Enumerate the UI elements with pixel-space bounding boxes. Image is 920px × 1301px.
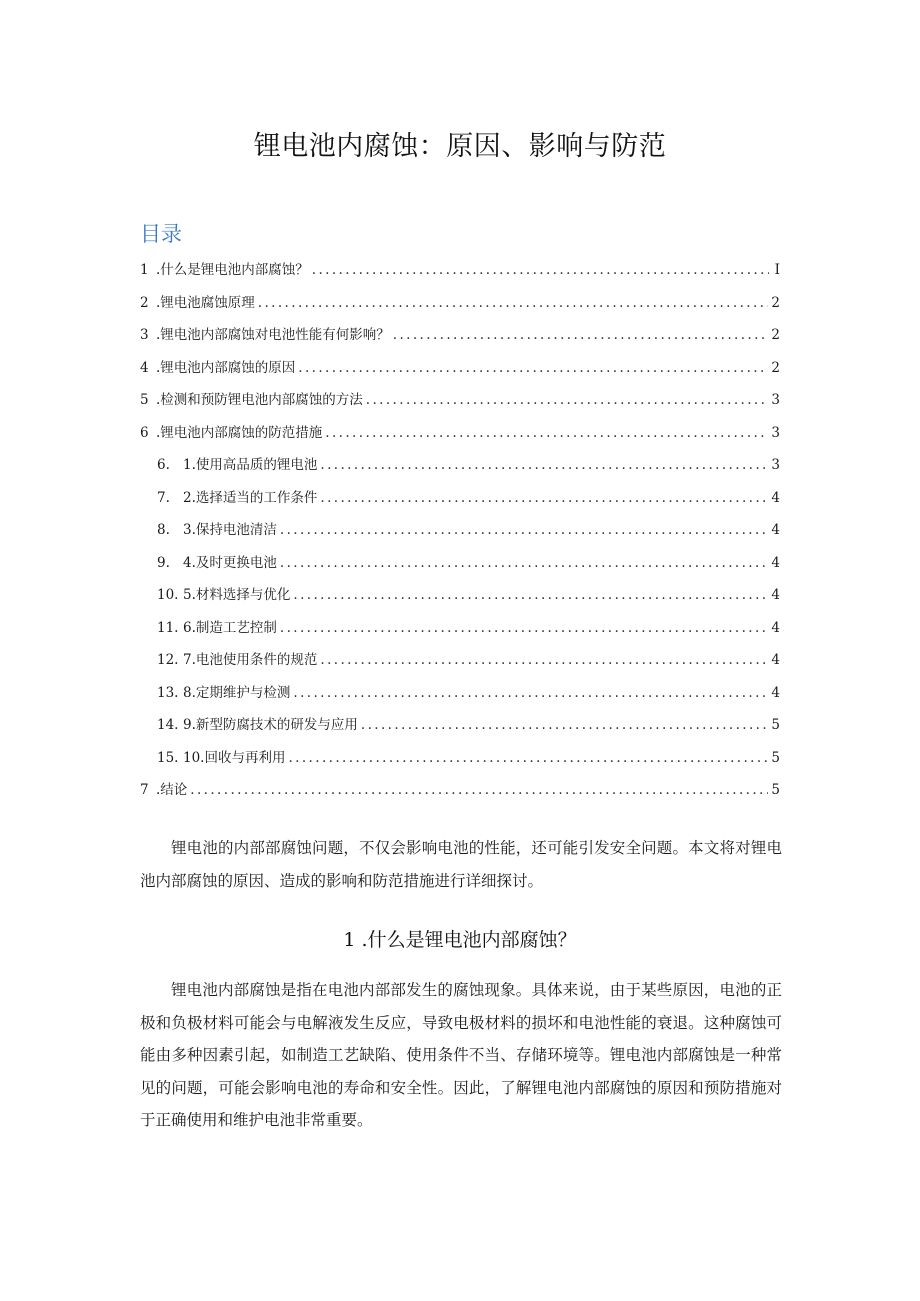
toc-entry-number: 1: [140, 262, 149, 278]
toc-dot-leader: [325, 417, 768, 450]
toc-entry-number: 15.: [157, 749, 179, 766]
toc-page-number: 4: [771, 684, 780, 701]
toc-page-number: 5: [771, 717, 780, 733]
toc-entry-number: 6.: [157, 457, 170, 473]
toc-page-number: 2: [771, 294, 780, 311]
toc-page-number: 5: [771, 782, 780, 798]
toc-entry-label: 8.定期维护与检测: [183, 684, 291, 701]
toc-page-number: 4: [771, 489, 780, 506]
toc-dot-leader: [280, 612, 769, 645]
toc-entry[interactable]: [140, 352, 780, 385]
toc-entry-number: 13.: [157, 684, 179, 701]
toc-entry-label: .结论: [156, 782, 188, 798]
toc-entry[interactable]: [140, 417, 780, 450]
toc-entry[interactable]: [140, 579, 780, 612]
toc-dot-leader: [298, 352, 768, 385]
toc-entry-number: 7.: [157, 489, 170, 506]
toc-dot-leader: [280, 514, 769, 547]
section-heading: 1 .什么是锂电池内部腐蚀？: [343, 929, 577, 951]
toc-dot-leader: [320, 482, 768, 515]
toc-entry-number: 6: [140, 424, 149, 441]
toc-entry-number: 11.: [157, 619, 179, 636]
toc-page-number: 2: [771, 327, 780, 343]
toc-entry-label: 2.选择适当的工作条件: [183, 489, 318, 506]
toc-entry-label: .锂电池内部腐蚀的防范措施: [156, 424, 323, 441]
toc-entry-label: 1.使用高品质的锂电池: [183, 457, 318, 473]
toc-page-number: 4: [771, 554, 780, 571]
document-title: 锂电池内腐蚀：原因、影响与防范: [253, 131, 667, 162]
toc-entry-number: 4: [140, 359, 149, 376]
toc-dot-leader: [393, 319, 769, 352]
toc-entry-label: .什么是锂电池内部腐蚀？: [156, 262, 309, 278]
toc-entry-label: .锂电池内部腐蚀对电池性能有何影响？: [156, 327, 390, 343]
toc-entry[interactable]: [140, 644, 780, 677]
toc-entry[interactable]: [140, 677, 780, 710]
toc-page-number: 4: [771, 522, 780, 538]
toc-entry[interactable]: [140, 742, 780, 775]
toc-page-number: 4: [771, 587, 780, 603]
toc-entry[interactable]: [140, 514, 780, 547]
toc-entry-number: 10.: [157, 587, 179, 603]
toc-entry[interactable]: [140, 612, 780, 645]
toc-page-number: 5: [771, 749, 780, 766]
toc-page-number: 4: [771, 619, 780, 636]
toc-page-number: I: [774, 262, 780, 278]
toc-dot-leader: [293, 579, 768, 612]
toc-dot-leader: [320, 449, 768, 482]
toc-entry-number: 7: [140, 782, 149, 798]
toc-entry-label: 6.制造工艺控制: [183, 619, 277, 636]
toc-dot-leader: [293, 677, 768, 710]
toc-dot-leader: [258, 287, 769, 320]
toc-page-number: 4: [771, 652, 780, 668]
toc-dot-leader: [312, 254, 769, 287]
toc-entry[interactable]: [140, 449, 780, 482]
section-body-paragraph: 锂电池内部腐蚀是指在电池内部部发生的腐蚀现象。具体来说，由于某些原因，电池的正极和负极材料可能会与电解液发生反应，导致电极材料的损坏和电池性能的衰退。这种腐蚀可能由多种因素引起，如制造工艺缺陷、使用条件不当、存储环境等。锂电池内部腐蚀是一种常见的问题，可能会影响电池的寿命和安全性。因此，了解锂电池内部腐蚀的原因和预防措施对于正确使用和维护电池非常重要。: [140, 981, 782, 1129]
toc-entry-number: 3: [140, 327, 149, 343]
toc-page-number: 3: [771, 392, 780, 408]
toc-entry[interactable]: [140, 709, 780, 742]
toc-entry[interactable]: [140, 547, 780, 580]
toc-entry[interactable]: [140, 319, 780, 352]
toc-entry-label: .锂电池内部腐蚀的原因: [156, 359, 296, 376]
toc-entry-number: 14.: [157, 717, 179, 733]
toc-entry-label: 3.保持电池清洁: [183, 522, 277, 538]
toc-page-number: 3: [771, 424, 780, 441]
intro-paragraph: 锂电池的内部部腐蚀问题，不仅会影响电池的性能，还可能引发安全问题。本文将对锂电池内部腐蚀的原因、造成的影响和防范措施进行详细探讨。: [140, 839, 782, 890]
toc-dot-leader: [280, 547, 769, 580]
toc-page-number: 2: [771, 359, 780, 376]
toc-entry-number: 2: [140, 294, 149, 311]
toc-entry-label: .检测和预防锂电池内部腐蚀的方法: [156, 392, 363, 408]
toc-page-number: 3: [771, 457, 780, 473]
toc-dot-leader: [361, 709, 769, 742]
toc-entry-label: .锂电池腐蚀原理: [156, 294, 255, 311]
toc-dot-leader: [190, 774, 768, 807]
toc-entry-label: 7.电池使用条件的规范: [183, 652, 318, 668]
toc-entry-number: 12.: [157, 652, 179, 668]
toc-heading: 目录: [140, 222, 182, 246]
toc-entry-number: 8.: [157, 522, 170, 538]
toc-entry-label: 5.材料选择与优化: [183, 587, 291, 603]
table-of-contents: [140, 254, 780, 807]
toc-dot-leader: [366, 384, 769, 417]
toc-entry[interactable]: [140, 384, 780, 417]
toc-entry[interactable]: [140, 482, 780, 515]
toc-dot-leader: [288, 742, 768, 775]
toc-entry[interactable]: [140, 254, 780, 287]
toc-entry[interactable]: [140, 287, 780, 320]
toc-entry-number: 5: [140, 392, 149, 408]
toc-entry-label: 9.新型防腐技术的研发与应用: [183, 717, 358, 733]
toc-entry[interactable]: [140, 774, 780, 807]
toc-entry-label: 4.及时更换电池: [183, 554, 277, 571]
toc-dot-leader: [320, 644, 768, 677]
toc-entry-label: 10.回收与再利用: [183, 749, 286, 766]
toc-entry-number: 9.: [157, 554, 170, 571]
